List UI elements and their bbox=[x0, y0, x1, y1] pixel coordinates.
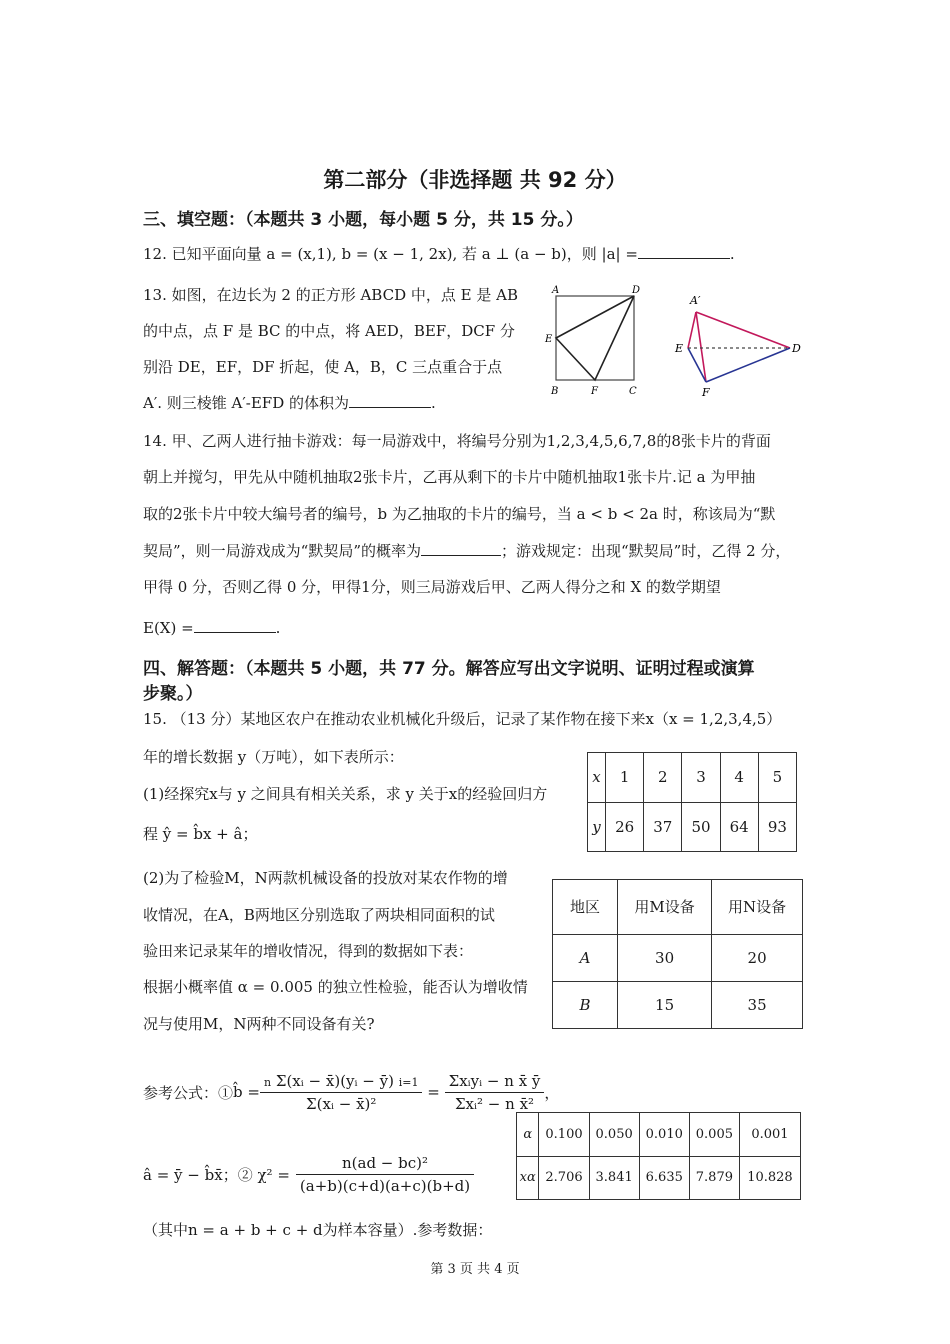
b-hat-fraction-1: $\frac{\text{n Σ(xᵢ − x̄)(yᵢ − ȳ) i=1}}{\text{Σ(xᵢ − x̄)²}}$ bbox=[260, 1072, 423, 1113]
formula-chi-square: â = ȳ − b̂x̄；② χ² = $\frac{\text{n(ad − bc)²}}{(a+b)(c+d)(a+c)(b+d)}$ bbox=[143, 1148, 474, 1200]
q14-answer-blank-1 bbox=[421, 541, 501, 556]
q14-line4: 契局”，则一局游戏成为“默契局”的概率为 ；游戏规定：出现“默契局”时，乙得 2 分， bbox=[143, 542, 791, 560]
q14-answer-blank-2 bbox=[194, 618, 276, 633]
section3-heading: 三、填空题：（本题共 3 小题，每小题 5 分，共 15 分。） bbox=[143, 210, 583, 230]
q14-line3: 取的2张卡片中较大编号者的编号，b 为乙抽取的卡片的编号，当 a < b < 2a 时，称该局为“默 bbox=[143, 505, 776, 523]
label-A: A bbox=[552, 285, 560, 296]
tetrahedron-figure bbox=[670, 290, 810, 402]
q13-answer-blank bbox=[349, 393, 431, 408]
square-figure bbox=[540, 282, 650, 398]
section4-heading-line1: 四、解答题：（本题共 5 小题，共 77 分。解答应写出文字说明、证明过程或演算 bbox=[143, 659, 755, 679]
q14-line6: E(X) = . bbox=[143, 619, 281, 637]
label-D: D bbox=[632, 285, 641, 296]
q15-part2-line2: 收情况，在A，B两地区分别选取了两块相同面积的试 bbox=[143, 906, 495, 924]
q15-part2-line3: 验田来记录某年的增收情况，得到的数据如下表： bbox=[143, 942, 474, 960]
alpha-table-row: α 0.100 0.050 0.010 0.005 0.001 bbox=[517, 1113, 801, 1157]
q12: 12. 已知平面向量 a = (x,1), b = (x − 1, 2x), 若 a ⊥ (a − b)，则 |a| = . bbox=[143, 245, 735, 263]
page-number: 第 3 页 共 4 页 bbox=[430, 1262, 520, 1277]
q13-line2: 的中点，点 F 是 BC 的中点，将 AED，BEF，DCF 分 bbox=[143, 322, 515, 340]
q13-line3: 别沿 DE，EF，DF 折起，使 A，B，C 三点重合于点 bbox=[143, 358, 503, 376]
label-F: F bbox=[591, 386, 598, 397]
label-B: B bbox=[551, 386, 559, 397]
label-A-prime: A′ bbox=[690, 294, 701, 307]
label-E: E bbox=[545, 334, 553, 345]
label-E2: E bbox=[675, 342, 684, 355]
alpha-table bbox=[516, 1112, 801, 1200]
q14-line1: 14. 甲、乙两人进行抽卡游戏：每一局游戏中，将编号分别为1,2,3,4,5,6,7,8的8张卡片的背面 bbox=[143, 432, 771, 450]
xy-table-row: x 1 2 3 4 5 bbox=[588, 753, 797, 803]
q15-part1-line1: (1)经探究x与 y 之间具有相关关系，求 y 关于x的经验回归方 bbox=[143, 785, 548, 803]
b-hat-fraction-2: $\frac{\text{Σxᵢyᵢ − n x̄ ȳ}}{\text{Σxᵢ² − n x̄²}}$ bbox=[445, 1072, 545, 1113]
q15-line1: 15. （13 分）某地区农户在推动农业机械化升级后，记录了某作物在接下来x（x = 1,2,3,4,5） bbox=[143, 710, 782, 728]
q15-part2-line4: 根据小概率值 α = 0.005 的独立性检验，能否认为增收情 bbox=[143, 978, 528, 996]
part-title: 第二部分（非选择题 共 92 分） bbox=[323, 168, 627, 192]
xy-table-row: y 26 37 50 64 93 bbox=[588, 802, 797, 852]
q12-answer-blank bbox=[638, 244, 730, 259]
q15-part1-line2: 程 ŷ = b̂x + â； bbox=[143, 825, 258, 843]
label-C: C bbox=[629, 386, 637, 397]
q14-line2: 朝上并搅匀，甲先从中随机抽取2张卡片，乙再从剩下的卡片中随机抽取1张卡片.记 a 为甲抽 bbox=[143, 468, 756, 486]
q13-line4: A′. 则三棱锥 A′-EFD 的体积为 . bbox=[143, 394, 436, 412]
q15-part2-line1: (2)为了检验M，N两款机械设备的投放对某农作物的增 bbox=[143, 869, 508, 887]
section4-heading-line2: 步聚。） bbox=[143, 684, 203, 704]
chi-square-fraction: $\frac{\text{n(ad − bc)²}}{(a+b)(c+d)(a+c)(b+d)}$ bbox=[296, 1154, 474, 1195]
label-D2: D bbox=[792, 342, 801, 355]
region-table bbox=[552, 879, 803, 1029]
q15-note: （其中n = a + b + c + d为样本容量）.参考数据： bbox=[143, 1221, 493, 1239]
region-table-row: B 15 35 bbox=[553, 981, 803, 1028]
region-table-row: 地区 用M设备 用N设备 bbox=[553, 880, 803, 935]
region-table-row: A 30 20 bbox=[553, 934, 803, 981]
q15-line2: 年的增长数据 y（万吨），如下表所示： bbox=[143, 748, 404, 766]
q12-text: 12. 已知平面向量 a = (x,1), b = (x − 1, 2x), 若 a ⊥ (a − b)，则 |a| = bbox=[143, 245, 638, 263]
label-F2: F bbox=[702, 386, 710, 399]
formula-b-hat: 参考公式：① b̂ = $\frac{\text{n Σ(xᵢ − x̄)(yᵢ − ȳ) i=1}}{\text{Σ(xᵢ − x̄)²}}$ = $\frac{\text{Σxᵢyᵢ − n x̄ ȳ}}{\text{Σxᵢ² − n x̄²}}$ ， bbox=[143, 1071, 560, 1113]
alpha-table-row: xα 2.706 3.841 6.635 7.879 10.828 bbox=[517, 1156, 801, 1200]
q13-line1: 13. 如图，在边长为 2 的正方形 ABCD 中，点 E 是 AB bbox=[143, 286, 518, 304]
xy-table bbox=[587, 752, 797, 852]
q15-part2-line5: 况与使用M，N两种不同设备有关? bbox=[143, 1015, 375, 1033]
q14-line5: 甲得 0 分，否则乙得 0 分，甲得1分，则三局游戏后甲、乙两人得分之和 X 的数学期望 bbox=[143, 578, 721, 596]
